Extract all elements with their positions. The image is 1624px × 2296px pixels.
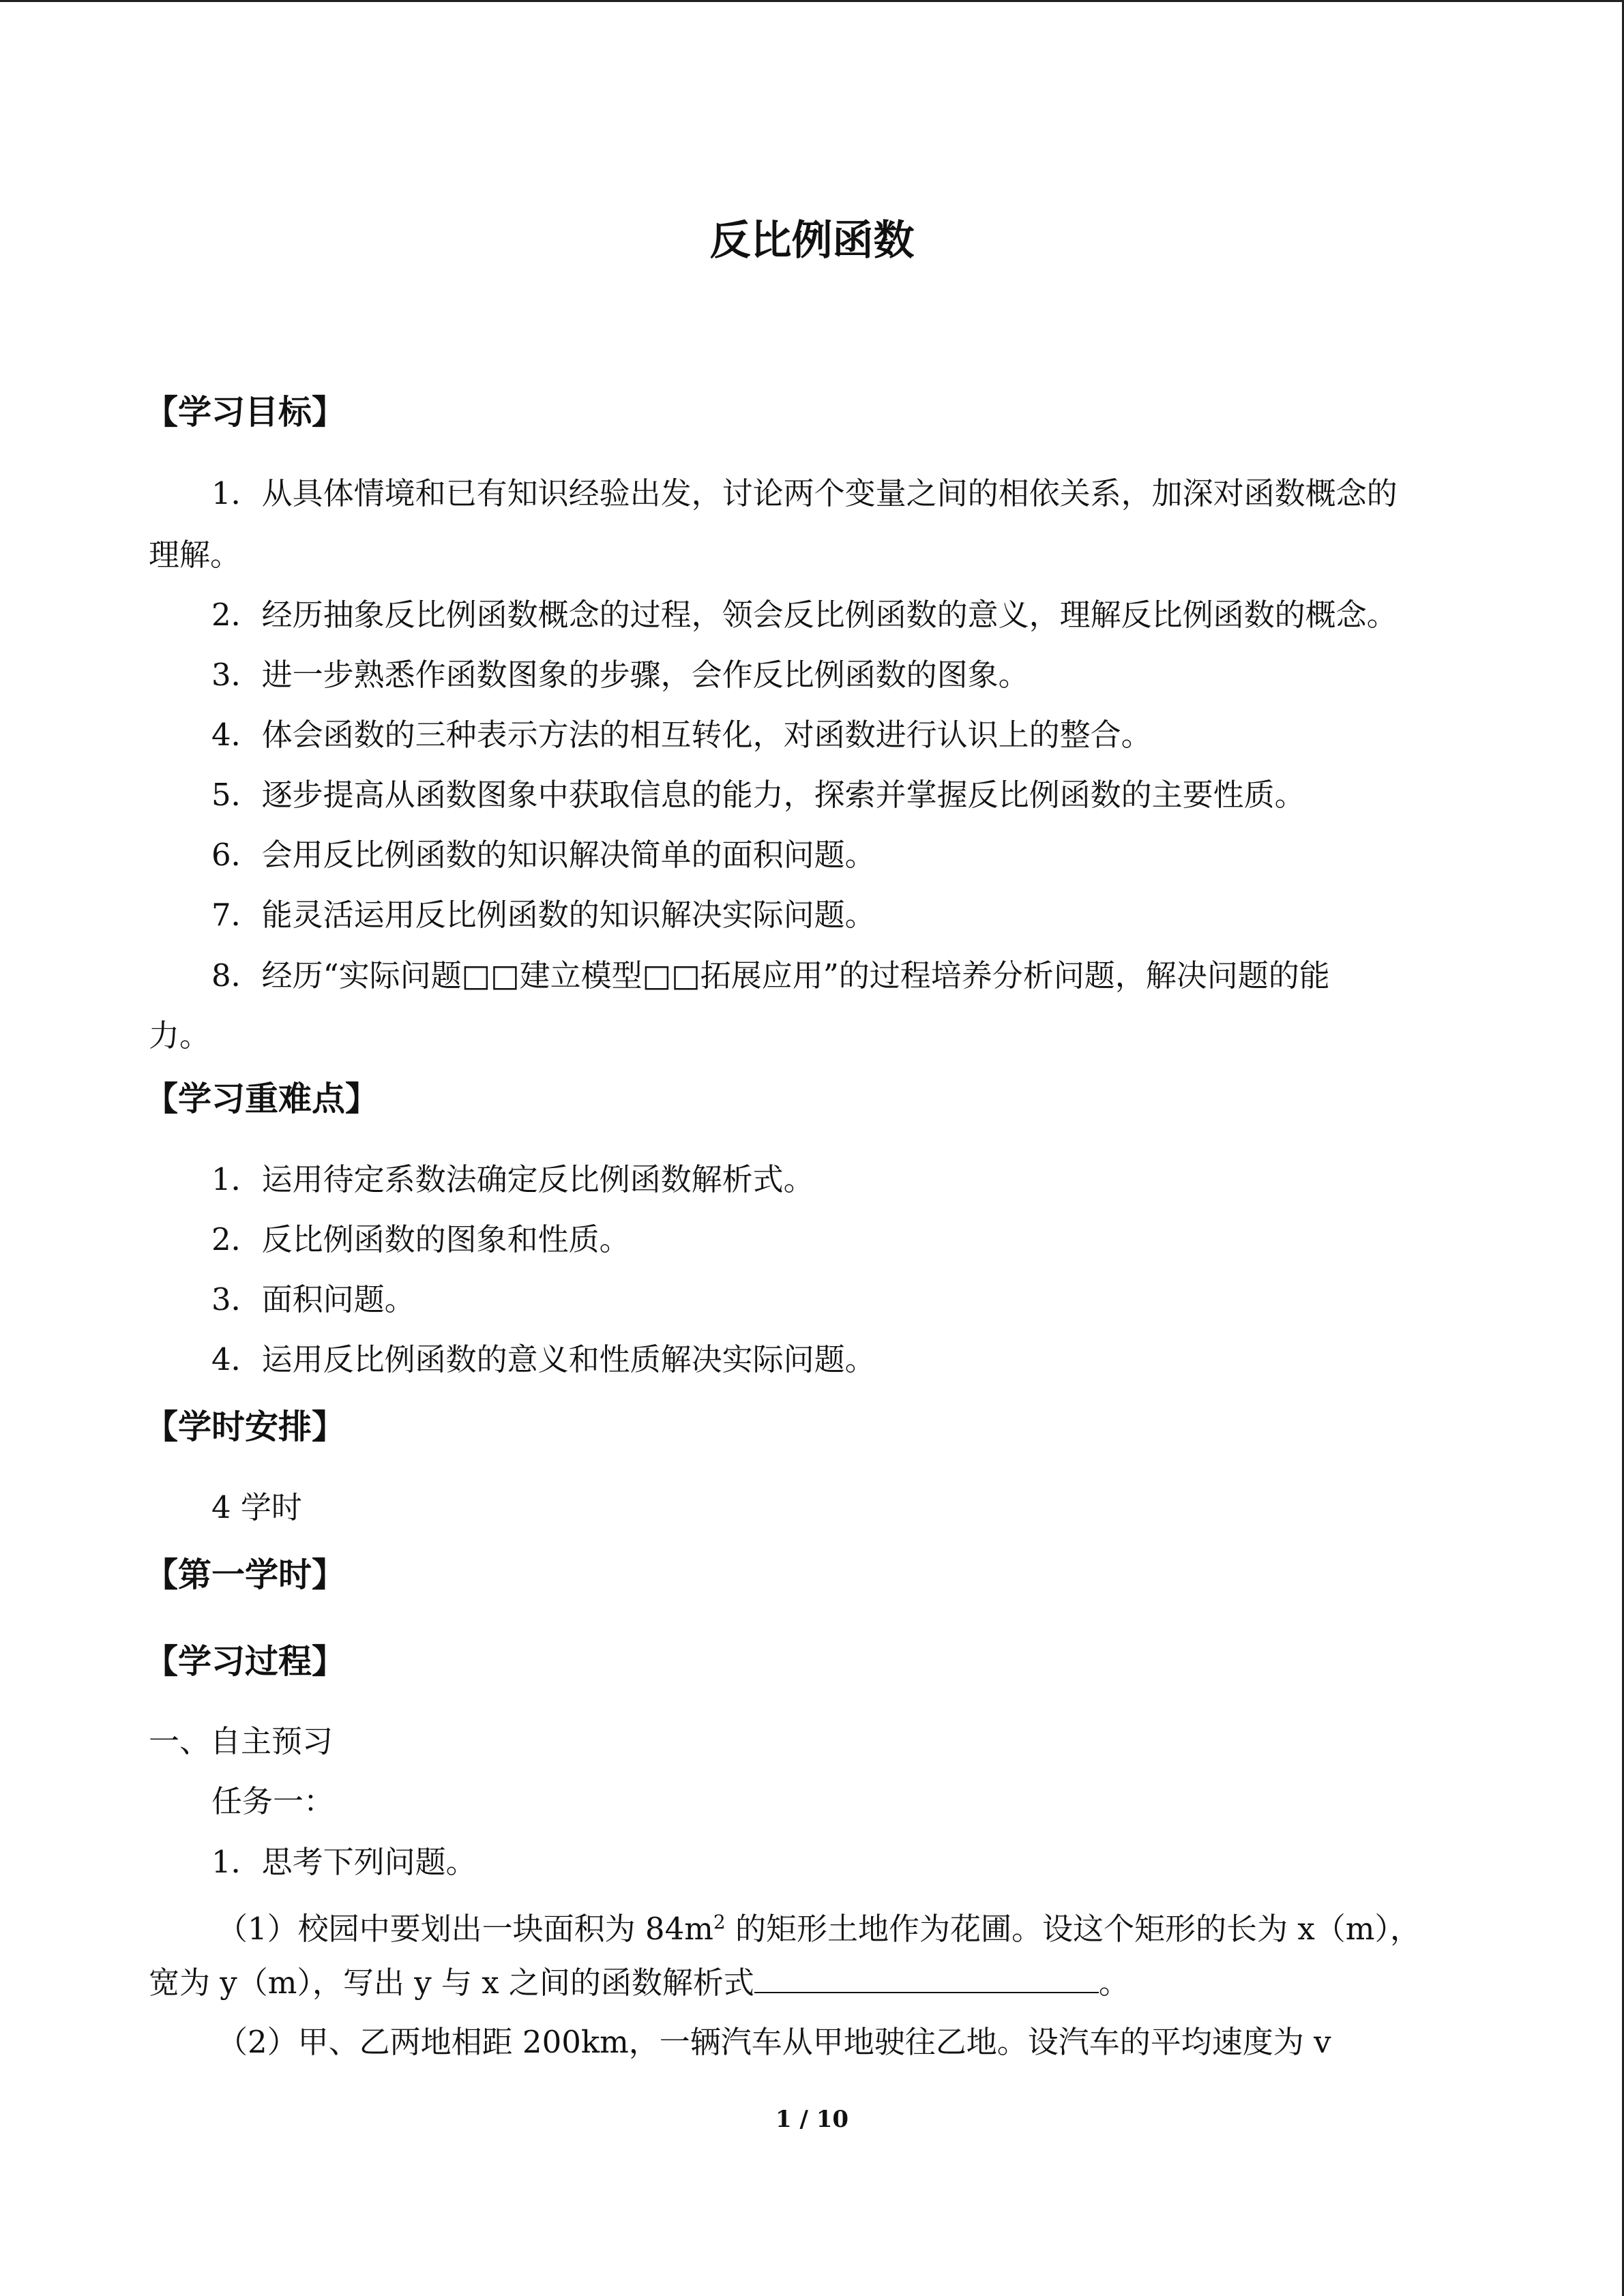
section-heading-goals: 【学习目标】 [145, 393, 346, 432]
problem-1-text-c: 宽为 y（m），写出 y 与 x 之间的函数解析式 [149, 1965, 754, 2001]
goal-4: 4．体会函数的三种表示方法的相互转化，对函数进行认识上的整合。 [211, 717, 1152, 753]
goal-3: 3．进一步熟悉作函数图象的步骤，会作反比例函数的图象。 [211, 657, 1029, 693]
goal-1-line-1: 1．从具体情境和已有知识经验出发，讨论两个变量之间的相依关系，加深对函数概念的 [211, 475, 1398, 511]
problem-2-line-1: （2）甲、乙两地相距 200km，一辆汽车从甲地驶往乙地。设汽车的平均速度为 v [217, 2024, 1331, 2060]
problem-1-line-1 [217, 1902, 1421, 1950]
section-heading-first-lesson: 【第一学时】 [145, 1555, 346, 1594]
goal-1-line-2: 理解。 [149, 537, 241, 573]
page-title: 反比例函数 [709, 217, 915, 265]
section-heading-process: 【学习过程】 [145, 1642, 346, 1681]
part-self-study: 一、自主预习 [149, 1723, 334, 1759]
goal-8-line-1: 8．经历“实际问题□□建立模型□□拓展应用”的过程培养分析问题，解决问题的能 [211, 957, 1330, 994]
section-heading-schedule: 【学时安排】 [145, 1407, 346, 1446]
difficulty-2: 2．反比例函数的图象和性质。 [211, 1221, 630, 1257]
task-1-label: 任务一： [211, 1783, 335, 1819]
difficulty-4: 4．运用反比例函数的意义和性质解决实际问题。 [211, 1341, 876, 1377]
problem-1-text-a: （1）校园中要划出一块面积为 84m [217, 1911, 713, 1947]
goal-8-line-2: 力。 [149, 1017, 211, 1054]
difficulty-1: 1．运用待定系数法确定反比例函数解析式。 [211, 1161, 814, 1197]
goal-5: 5．逐步提高从函数图象中获取信息的能力，探索并掌握反比例函数的主要性质。 [211, 777, 1305, 813]
difficulty-3: 3．面积问题。 [211, 1281, 415, 1317]
goal-2: 2．经历抽象反比例函数概念的过程，领会反比例函数的意义，理解反比例函数的概念。 [211, 597, 1398, 633]
goal-6: 6．会用反比例函数的知识解决简单的面积问题。 [211, 837, 876, 873]
page-number: 1 / 10 [775, 2106, 849, 2133]
problem-1-text-b: 的矩形土地作为花圃。设这个矩形的长为 x（m）， [725, 1911, 1421, 1947]
problem-1-text-d: 。 [1098, 1965, 1130, 2001]
answer-blank[interactable] [754, 1962, 1099, 1993]
question-1: 1．思考下列问题。 [211, 1844, 477, 1880]
goal-7: 7．能灵活运用反比例函数的知识解决实际问题。 [211, 897, 876, 933]
schedule-value: 4 学时 [211, 1489, 302, 1525]
section-heading-difficulties: 【学习重难点】 [145, 1079, 379, 1118]
problem-1-line-2 [149, 1962, 1130, 2003]
superscript-2: 2 [713, 1911, 726, 1933]
